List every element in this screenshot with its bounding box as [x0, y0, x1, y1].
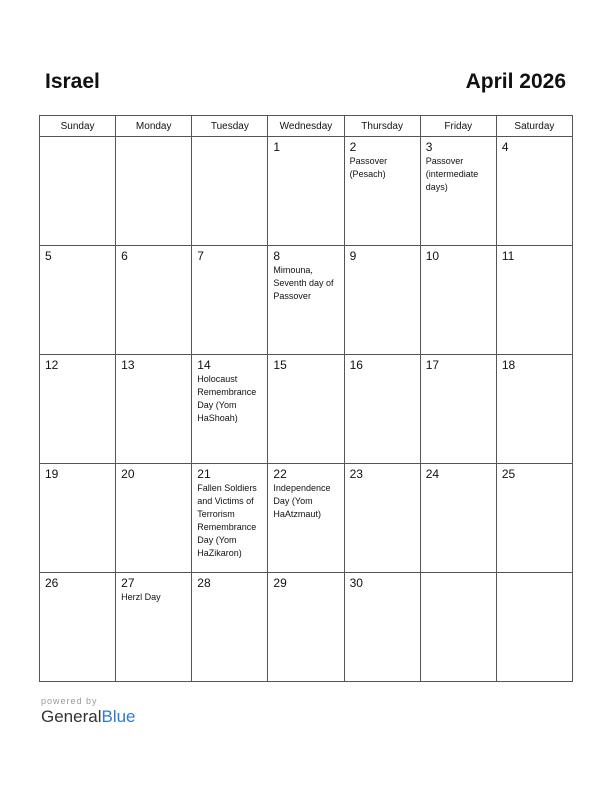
day-cell — [344, 573, 420, 682]
weekday-saturday: Saturday — [496, 116, 572, 137]
month-year-title: April 2026 — [465, 70, 566, 93]
day-cell — [268, 464, 344, 573]
day-cell — [344, 246, 420, 355]
day-cell — [40, 464, 116, 573]
day-number: 19 — [45, 467, 59, 481]
day-number: 23 — [349, 467, 363, 481]
day-cell — [344, 464, 420, 573]
powered-by-text: powered by — [41, 696, 98, 706]
day-cell — [496, 246, 572, 355]
day-number: 13 — [121, 358, 135, 372]
day-cell — [192, 464, 268, 573]
day-cell — [192, 246, 268, 355]
day-number: 4 — [501, 140, 509, 154]
day-cell — [420, 355, 496, 464]
day-cell — [192, 573, 268, 682]
week-row — [40, 137, 573, 246]
weekday-sunday: Sunday — [40, 116, 116, 137]
week-row — [40, 355, 573, 464]
weekday-header-row — [40, 116, 573, 137]
holiday-label: Independence Day (Yom HaAtzmaut) — [273, 483, 331, 519]
day-cell — [116, 464, 192, 573]
day-cell — [268, 246, 344, 355]
day-cell — [496, 355, 572, 464]
holiday-label: Passover (Pesach) — [349, 156, 388, 179]
day-cell — [40, 355, 116, 464]
brand-general: General — [41, 707, 102, 726]
week-row — [40, 573, 573, 682]
day-number: 26 — [45, 576, 59, 590]
country-title: Israel — [45, 70, 100, 93]
day-number: 14 — [197, 358, 211, 372]
empty-day-cell — [192, 137, 268, 246]
day-number: 30 — [349, 576, 363, 590]
weekday-friday: Friday — [420, 116, 496, 137]
day-number: 27 — [121, 576, 135, 590]
day-number: 18 — [501, 358, 516, 372]
empty-day-cell — [40, 137, 116, 246]
day-number: 24 — [425, 467, 440, 481]
day-number: 20 — [121, 467, 135, 481]
day-number: 12 — [45, 358, 59, 372]
day-number: 25 — [501, 467, 516, 481]
holiday-label: Fallen Soldiers and Victims of Terrorism Remembrance Day (Yom HaZikaron) — [197, 483, 257, 558]
holiday-label: Mimouna, Seventh day of Passover — [273, 265, 334, 301]
calendar-grid — [39, 115, 573, 682]
day-cell — [268, 355, 344, 464]
empty-day-cell — [496, 573, 572, 682]
day-number: 2 — [349, 140, 357, 154]
day-number: 6 — [121, 249, 128, 263]
empty-day-cell — [420, 573, 496, 682]
weekday-wednesday: Wednesday — [268, 116, 344, 137]
day-cell — [420, 246, 496, 355]
day-number: 8 — [273, 249, 281, 263]
day-cell — [344, 355, 420, 464]
day-cell — [40, 246, 116, 355]
day-number: 10 — [425, 249, 440, 263]
day-number: 21 — [197, 467, 211, 481]
day-cell — [116, 355, 192, 464]
holiday-label: Holocaust Remembrance Day (Yom HaShoah) — [197, 374, 257, 423]
generalblue-logo[interactable] — [41, 707, 136, 727]
day-number: 7 — [197, 249, 204, 263]
week-row — [40, 464, 573, 573]
weekday-tuesday: Tuesday — [192, 116, 268, 137]
day-number: 28 — [197, 576, 211, 590]
day-cell — [268, 137, 344, 246]
weekday-thursday: Thursday — [344, 116, 420, 137]
day-cell — [116, 573, 192, 682]
day-number: 29 — [273, 576, 287, 590]
empty-day-cell — [116, 137, 192, 246]
day-cell — [192, 355, 268, 464]
brand-blue: Blue — [101, 707, 136, 726]
week-row — [40, 246, 573, 355]
day-cell — [420, 137, 496, 246]
day-number: 16 — [349, 358, 363, 372]
day-number: 15 — [273, 358, 287, 372]
day-cell — [116, 246, 192, 355]
day-cell — [420, 464, 496, 573]
day-number: 5 — [45, 249, 52, 263]
day-number: 11 — [501, 249, 515, 263]
day-number: 3 — [425, 140, 433, 154]
day-cell — [40, 573, 116, 682]
holiday-label: Herzl Day — [121, 592, 161, 602]
day-cell — [496, 464, 572, 573]
day-cell — [496, 137, 572, 246]
day-cell — [268, 573, 344, 682]
holiday-label: Passover (intermediate days) — [425, 156, 479, 192]
footer-branding — [41, 696, 136, 727]
day-number: 9 — [349, 249, 357, 263]
day-number: 1 — [273, 140, 281, 154]
day-number: 17 — [425, 358, 440, 372]
day-cell — [344, 137, 420, 246]
weekday-monday: Monday — [116, 116, 192, 137]
day-number: 22 — [273, 467, 287, 481]
